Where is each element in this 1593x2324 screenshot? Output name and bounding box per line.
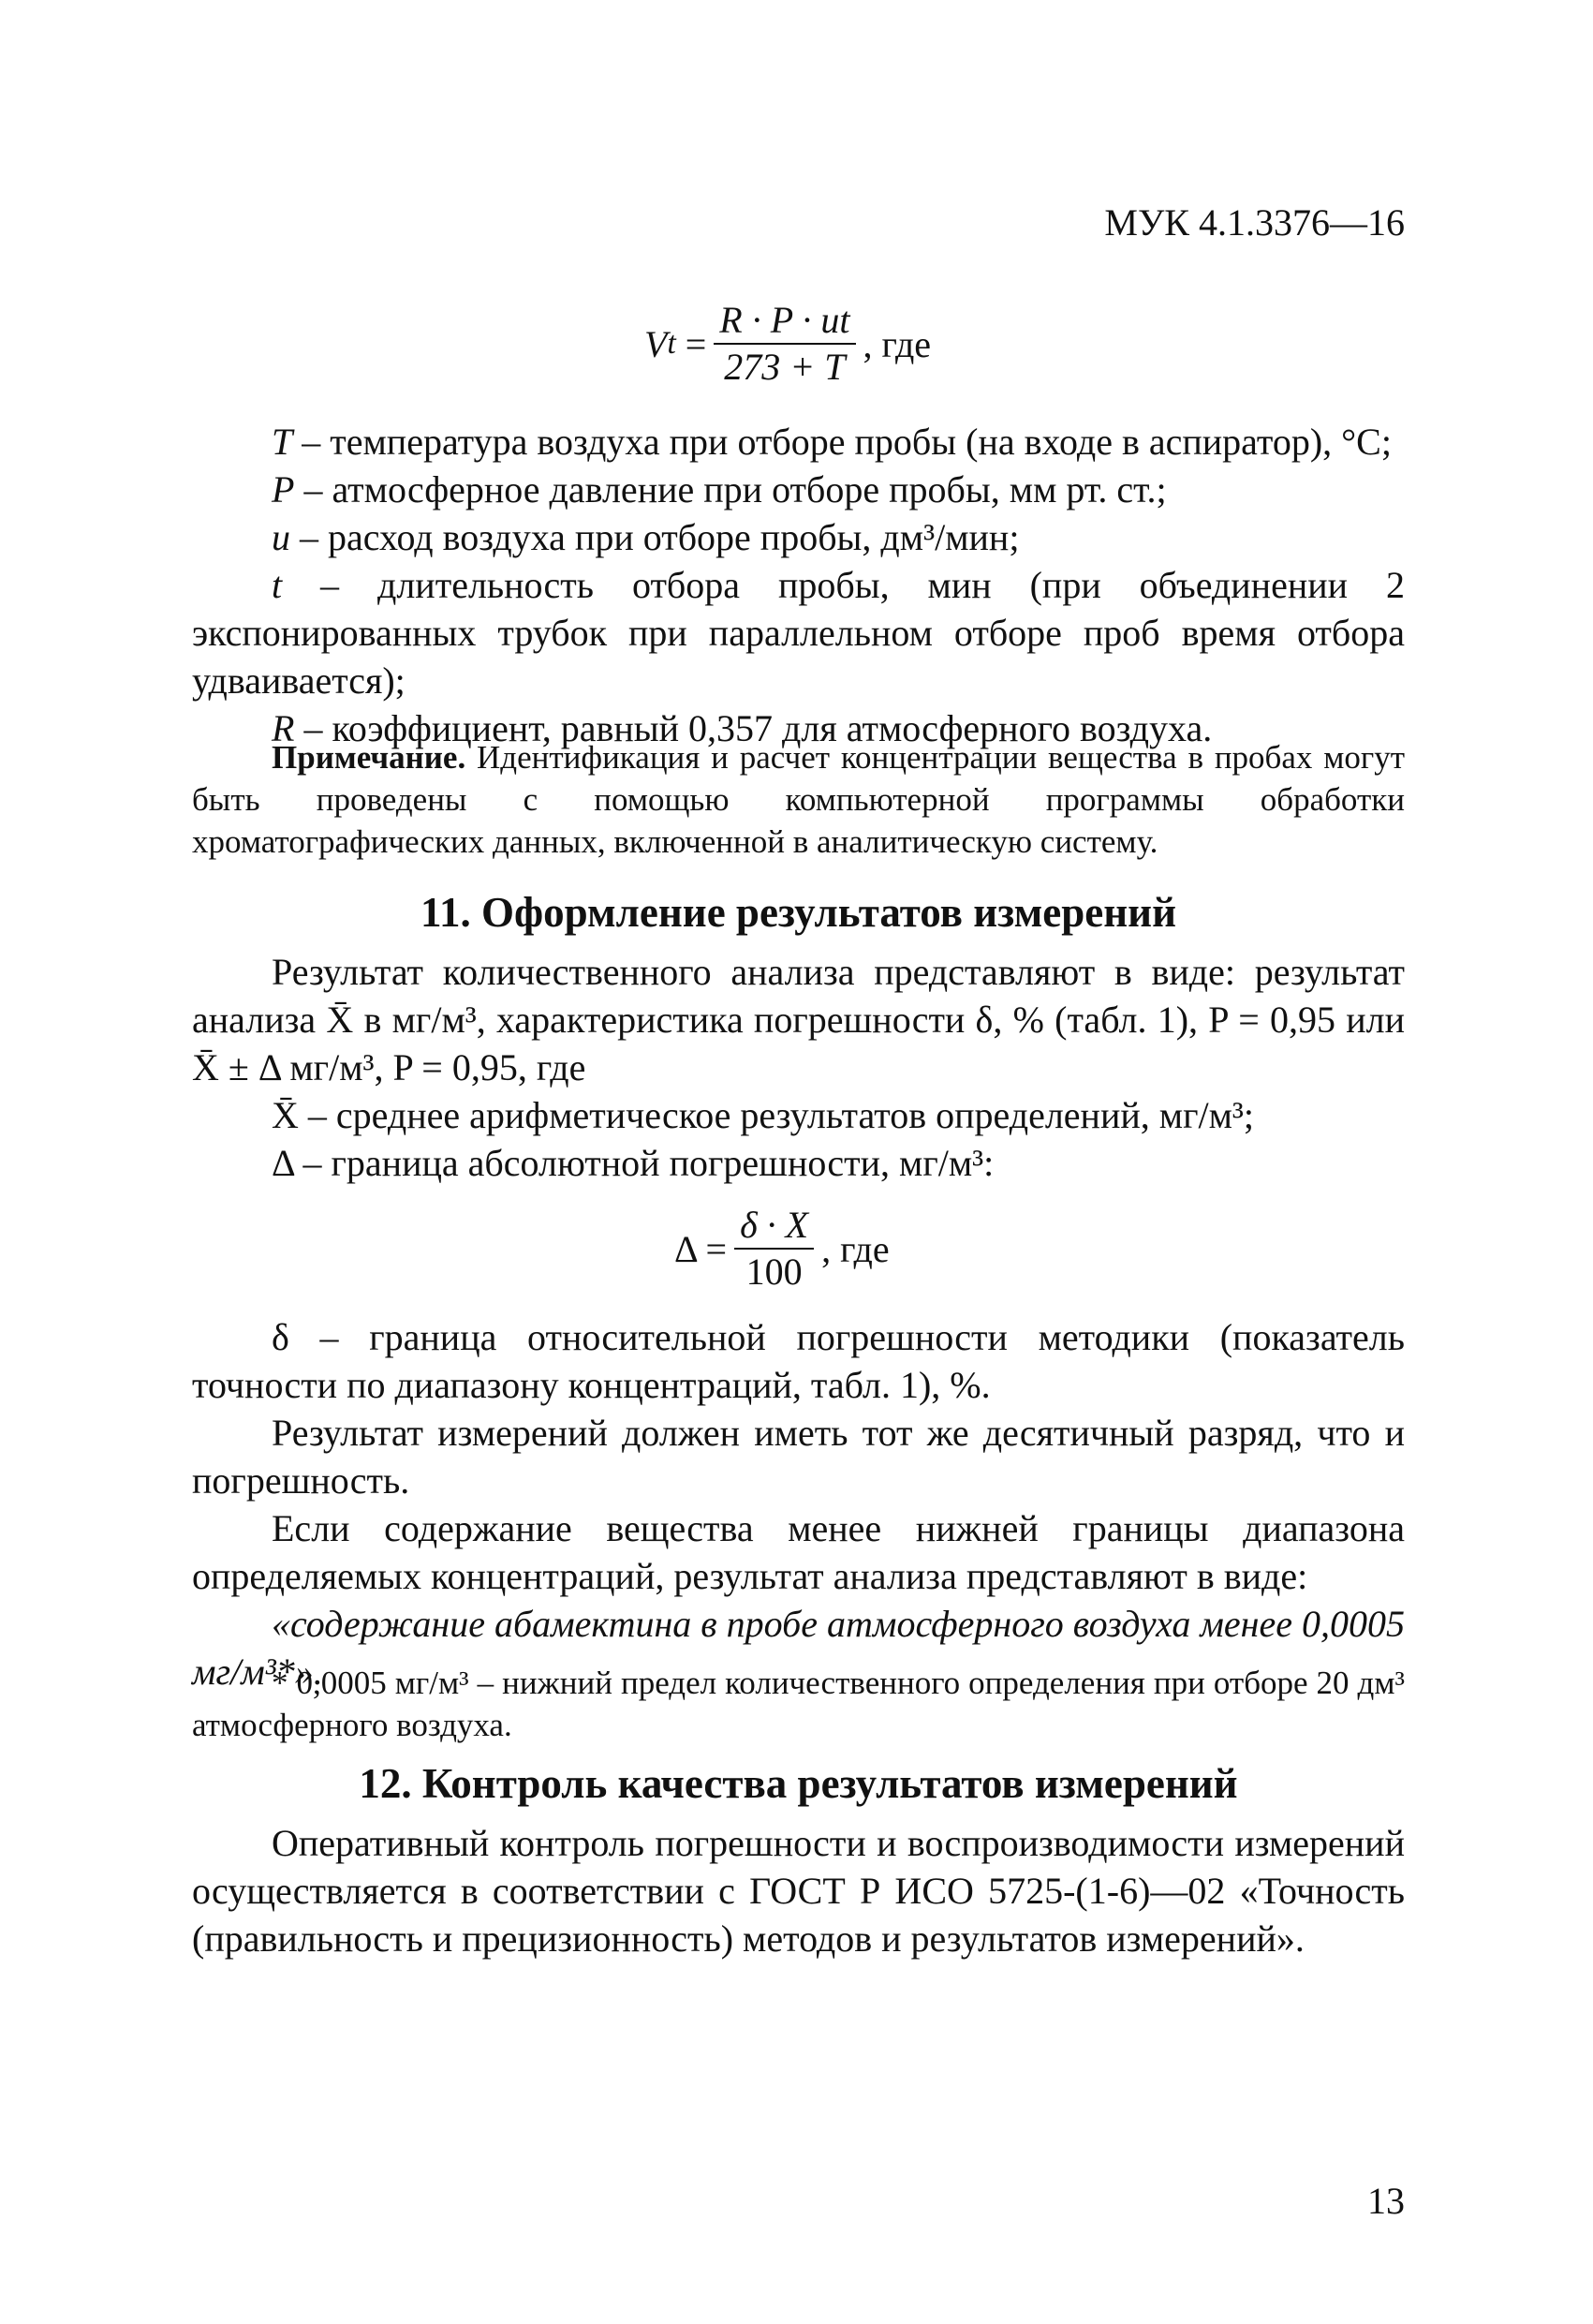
definition-item: T – температура воздуха при отборе пробы (на входе в аспиратор), °С; bbox=[272, 421, 1392, 463]
document-code: МУК 4.1.3376—16 bbox=[1104, 201, 1405, 244]
section-12-body bbox=[192, 1819, 1405, 1962]
formula-lhs-sub: t bbox=[667, 326, 676, 361]
formula-fraction bbox=[714, 298, 855, 390]
definition-item: t – длительность отбора пробы, мин (при объединении 2 экспонированных трубок при параллельном отборе проб время отбора удваивается); bbox=[192, 564, 1405, 702]
page-number: 13 bbox=[1367, 2180, 1405, 2222]
section-11-body bbox=[192, 948, 1405, 1187]
formula-denominator: 273 + T bbox=[724, 346, 846, 388]
note-text: Идентификация и расчет концентрации вещества в пробах могут быть проведены с помощью компьютерной программы обработки хроматографических данных, включенной в аналитическую систему. bbox=[192, 739, 1405, 860]
formula-eq: = bbox=[685, 322, 707, 365]
definition-item: R – коэффициент, равный 0,357 для атмосферного воздуха. bbox=[272, 707, 1213, 749]
definition-small-delta: δ – граница относительной погрешности методики (показатель точности по диапазону концентраций, табл. 1), %. bbox=[192, 1316, 1405, 1406]
formula-suffix: , где bbox=[821, 1227, 890, 1270]
footnote: * 0,0005 мг/м³ – нижний предел количественного определения при отборе 20 дм³ атмосферного воздуха. bbox=[192, 1665, 1405, 1743]
paragraph: Если содержание вещества менее нижней границы диапазона определяемых концентраций, результат анализа представляют в виде: bbox=[192, 1507, 1405, 1597]
formula-lhs: V bbox=[644, 322, 668, 365]
formula-delta bbox=[674, 1203, 890, 1295]
section-11-body-continued bbox=[192, 1313, 1405, 1695]
formula-fraction bbox=[734, 1203, 814, 1295]
note-label: Примечание. bbox=[272, 739, 466, 776]
definitions-list bbox=[192, 418, 1405, 752]
formula-numerator: δ · X bbox=[734, 1203, 814, 1250]
paragraph: Результат измерений должен иметь тот же десятичный разряд, что и погрешность. bbox=[192, 1412, 1405, 1502]
formula-volume bbox=[644, 298, 931, 390]
section-12-heading: 12. Контроль качества результатов измерений bbox=[359, 1760, 1238, 1807]
result-quote: «содержание абамектина в пробе атмосферного воздуха менее 0,0005 мг/м³*». bbox=[192, 1603, 1405, 1693]
formula-suffix: , где bbox=[863, 322, 932, 365]
definition-delta: Δ – граница абсолютной погрешности, мг/м³: bbox=[272, 1142, 995, 1184]
definition-item: P – атмосферное давление при отборе пробы, мм рт. ст.; bbox=[272, 468, 1167, 511]
definition-item: u – расход воздуха при отборе пробы, дм³/мин; bbox=[272, 516, 1020, 558]
formula-lhs: Δ = bbox=[674, 1227, 728, 1270]
note bbox=[192, 736, 1405, 863]
definition-x-mean: X̄ – среднее арифметическое результатов определений, мг/м³; bbox=[272, 1094, 1255, 1136]
formula-denominator: 100 bbox=[745, 1251, 803, 1293]
paragraph: Результат количественного анализа представляют в виде: результат анализа X̄ в мг/м³, характеристика погрешности δ, % (табл. 1), P = 0,95 или X̄ ± Δ мг/м³, P = 0,95, где bbox=[192, 951, 1405, 1088]
paragraph: Оперативный контроль погрешности и воспроизводимости измерений осуществляется в соответствии с ГОСТ Р ИСО 5725-(1-6)—02 «Точность (правильность и прецизионность) методов и результатов измерений». bbox=[192, 1822, 1405, 1960]
section-11-heading: 11. Оформление результатов измерений bbox=[420, 889, 1176, 936]
formula-numerator: R · P · ut bbox=[714, 298, 855, 345]
